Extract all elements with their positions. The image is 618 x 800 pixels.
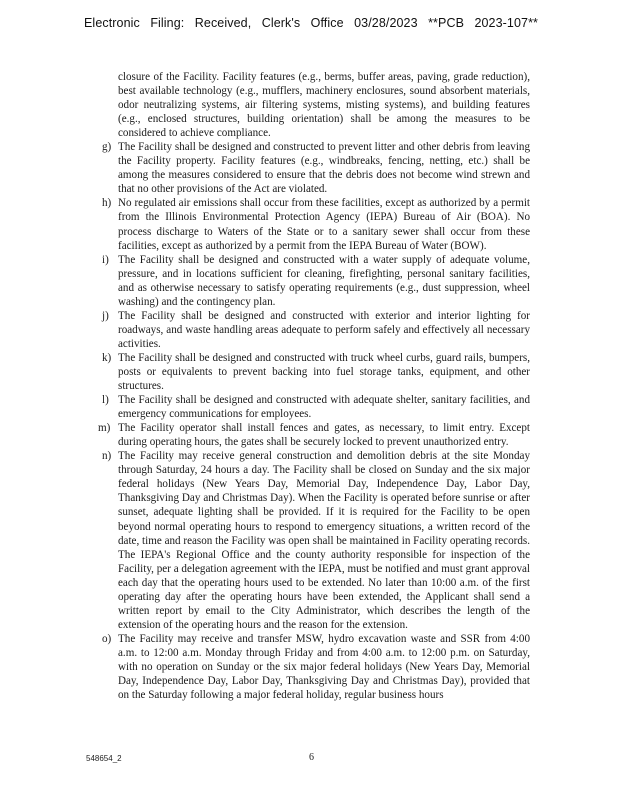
item-label: o)	[102, 632, 112, 645]
header-part: Filing:	[150, 16, 185, 30]
item-text: The Facility may receive general construction and demolition debris at the site Monday through Saturday, 24 hours a day. The Facility shall be closed on Sunday and the six major federal holidays (New Years Day, Memorial Day, Independence Day, Labor Day, Thanksgiving Day and Christmas Day). When the Facility is operated before sunrise or after sunset, adequate lighting shall be provided. If it is required for the Facility to be open beyond normal operating hours to respond to emergency situations, a written record of the date, time and reason the Facility was open shall be maintained in Facility operating records. The IEPA's Regional Office and the county authority responsible for inspection of the Facility, per a delegation agreement with the IEPA, must be notified and must grant approval each day that the operating hours used to be extended. No later than 10:00 a.m. of the first operating day after the operating hours have been extended, the Applicant shall send a written report by email to the City Administrator, which describes the length of the extension of the operating hours and the reason for the extension.	[118, 450, 530, 631]
filing-header	[84, 16, 538, 30]
header-part: Office	[310, 16, 344, 30]
list-item-n	[84, 449, 530, 632]
item-label: n)	[102, 450, 112, 463]
item-text: The Facility shall be designed and constructed with truck wheel curbs, guard rails, bumpers, posts or equivalents to prevent backing into fuel storage tanks, equipment, and other structures.	[118, 351, 530, 393]
item-label: h)	[102, 197, 112, 210]
continued-paragraph	[84, 70, 530, 140]
list-item-o	[84, 632, 530, 702]
item-label: l)	[102, 394, 109, 407]
item-label: j)	[102, 309, 109, 322]
item-label: k)	[102, 351, 112, 364]
item-label: m)	[98, 422, 111, 435]
list-item-i	[84, 253, 530, 309]
item-label: g)	[102, 141, 112, 154]
item-text: The Facility may receive and transfer MSW, hydro excavation waste and SSR from 4:00 a.m. to 12:00 a.m. Monday through Friday and from 4:00 a.m. to 12:00 p.m. on Saturday, with no operation on Sunday or the six major federal holidays (New Years Day, Memorial Day, Independence Day, Labor Day, Thanksgiving Day and Christmas Day), provided that on the Saturday following a major federal holiday, regular business hours	[118, 632, 530, 702]
document-body	[84, 70, 530, 702]
item-text: The Facility shall be designed and constructed with a water supply of adequate volume, pressure, and in locations sufficient for cleaning, firefighting, personal sanitary facilities, and as otherwise necessary to satisfy operating requirements (e.g., dust suppression, wheel washing) and the contingency plan.	[118, 253, 530, 308]
item-text: The Facility shall be designed and constructed to prevent litter and other debris from leaving the Facility property. Facility features (e.g., windbreaks, fencing, netting, etc.) shall be among the measures considered to ensure that the debris does not become wind strewn and that no other provisions of the Act are violated.	[118, 141, 530, 196]
list-item-m	[84, 421, 530, 449]
header-part: **PCB	[428, 16, 465, 30]
item-text: No regulated air emissions shall occur from these facilities, except as authorized by a permit from the Illinois Environmental Protection Agency (IEPA) Bureau of Air (BOA). No process discharge to Waters of the State or to a sanitary sewer shall occur from these facilities, except as authorized by a permit from the IEPA Bureau of Water (BOW).	[118, 197, 530, 252]
list-item-h	[84, 196, 530, 252]
list-item-l	[84, 393, 530, 421]
list-item-k	[84, 351, 530, 393]
document-id: 548654_2	[86, 754, 122, 763]
item-label: i)	[102, 253, 109, 266]
header-part: 2023-107**	[474, 16, 538, 30]
item-text: The Facility shall be designed and constructed with exterior and interior lighting for roadways, and waste handling areas adequate to perform safely and effectively all necessary activities.	[118, 309, 530, 350]
page-number: 6	[309, 752, 314, 763]
item-text: The Facility shall be designed and constructed with adequate shelter, sanitary facilities, and emergency communications for employees.	[118, 394, 530, 421]
item-text: The Facility operator shall install fences and gates, as necessary, to limit entry. Except during operating hours, the gates shall be securely locked to prevent unauthorized entry.	[118, 422, 530, 449]
list-item-g	[84, 140, 530, 196]
list-item-j	[84, 309, 530, 351]
header-part: Electronic	[84, 16, 140, 30]
header-part: 03/28/2023	[354, 16, 418, 30]
paragraph-text: closure of the Facility. Facility features (e.g., berms, buffer areas, paving, grade reduction), best available technology (e.g., mufflers, machinery enclosures, sound absorbent materials, odor neutralizing systems, air filtering systems, misting systems), and building features (e.g., enclosed structures, building orientation) shall be among the measures to be considered to achieve compliance.	[118, 71, 530, 140]
header-part: Clerk's	[261, 16, 301, 30]
header-part: Received,	[194, 16, 252, 30]
